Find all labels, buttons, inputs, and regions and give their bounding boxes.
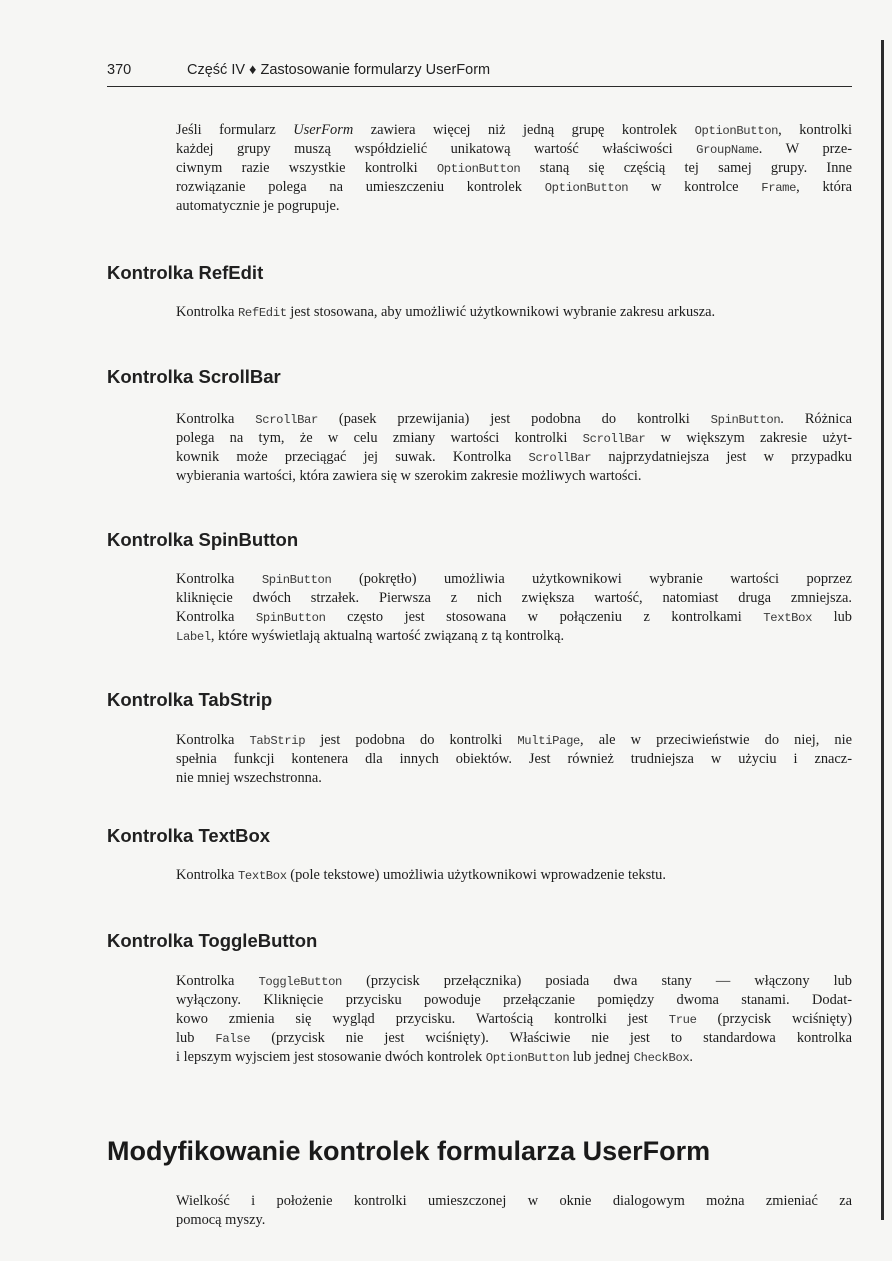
text-line: wyłączony. Kliknięcie przycisku powoduje przełączanie pomiędzy dwoma stanami. Dodat- xyxy=(176,992,852,1008)
code-term: TextBox xyxy=(763,611,813,625)
section-heading-scrollbar: Kontrolka ScrollBar xyxy=(107,366,281,387)
text-line: spełnia funkcji kontenera dla innych obiektów. Jest również trudniejsza w użyciu i znacz- xyxy=(176,751,852,767)
page-number: 370 xyxy=(107,62,132,78)
text-line: i lepszym wyjsciem jest stosowanie dwóch kontrolek OptionButton lub jednej CheckBox. xyxy=(176,1049,693,1065)
code-term: ScrollBar xyxy=(582,432,646,446)
code-term: Frame xyxy=(761,181,797,195)
section-body-scrollbar xyxy=(176,410,852,486)
text-line: ciwnym razie wszystkie kontrolki OptionButton staną się częścią tej samej grupy. Inne xyxy=(176,160,852,176)
text-line: kowo zmienia się wygląd przycisku. Wartością kontrolki jest True (przycisk wciśnięty) xyxy=(176,1011,852,1027)
code-term: OptionButton xyxy=(436,162,521,176)
text-line: Kontrolka SpinButton (pokrętło) umożliwia użytkownikowi wybranie wartości poprzez xyxy=(176,571,852,587)
text-line: kownik może przeciągać jej suwak. Kontrolka ScrollBar najprzydatniejsza jest w przypadku xyxy=(176,449,852,465)
section-heading-spinbutton: Kontrolka SpinButton xyxy=(107,529,299,550)
code-term: TabStrip xyxy=(249,734,306,748)
text-line: Kontrolka TextBox (pole tekstowe) umożliwia użytkownikowi wprowadzenie tekstu. xyxy=(176,867,666,883)
text-line: pomocą myszy. xyxy=(176,1212,266,1228)
text-line: Kontrolka RefEdit jest stosowana, aby umożliwić użytkownikowi wybranie zakresu arkusza. xyxy=(176,304,716,320)
text-line: Kontrolka ScrollBar (pasek przewijania) jest podobna do kontrolki SpinButton. Różnica xyxy=(176,411,852,427)
section-heading-refedit: Kontrolka RefEdit xyxy=(107,262,264,283)
section-body-refedit xyxy=(176,303,852,322)
code-term: SpinButton xyxy=(261,573,332,587)
code-term: GroupName xyxy=(696,143,759,157)
code-term: CheckBox xyxy=(633,1051,690,1065)
text-line: kliknięcie dwóch strzałek. Pierwsza z nich zwiększa wartość, natomiast druga zmniejsza. xyxy=(176,590,852,606)
code-term: ScrollBar xyxy=(528,451,592,465)
intro-paragraph xyxy=(176,121,852,216)
section-body-spinbutton xyxy=(176,570,852,646)
text-line: Jeśli formularz UserForm zawiera więcej niż jedną grupę kontrolek OptionButton, kontrolki xyxy=(176,122,852,138)
page-edge-line xyxy=(881,40,884,1220)
text-line: Kontrolka SpinButton często jest stosowana w połączeniu z kontrolkami TextBox lub xyxy=(176,609,852,625)
text-line: Wielkość i położenie kontrolki umieszczonej w oknie dialogowym można zmieniać za xyxy=(176,1193,852,1209)
code-term: RefEdit xyxy=(237,306,287,320)
section-body-togglebutton xyxy=(176,972,852,1067)
code-term: OptionButton xyxy=(544,181,629,195)
italic-term: UserForm xyxy=(293,122,354,138)
text-line: Kontrolka ToggleButton (przycisk przełącznika) posiada dwa stany — włączony lub xyxy=(176,973,853,989)
section-heading-textbox: Kontrolka TextBox xyxy=(107,825,271,846)
section-body-tabstrip xyxy=(176,731,852,788)
text-line: lub False (przycisk nie jest wciśnięty). Właściwie nie jest to standardowa kontrolka xyxy=(176,1030,852,1046)
code-term: ToggleButton xyxy=(258,975,343,989)
code-term: SpinButton xyxy=(255,611,326,625)
text-line: automatycznie je pogrupuje. xyxy=(176,198,340,214)
code-term: MultiPage xyxy=(517,734,581,748)
section-heading-togglebutton: Kontrolka ToggleButton xyxy=(107,930,318,951)
code-term: OptionButton xyxy=(485,1051,570,1065)
major-section-heading: Modyfikowanie kontrolek formularza UserForm xyxy=(107,1136,711,1166)
header-rule xyxy=(107,86,852,87)
text-line: Kontrolka TabStrip jest podobna do kontrolki MultiPage, ale w przeciwieństwie do niej, nie xyxy=(176,732,853,748)
section-heading-tabstrip: Kontrolka TabStrip xyxy=(107,689,273,710)
text-line: każdej grupy muszą współdzielić unikatową wartość właściwości GroupName. W prze- xyxy=(176,141,852,157)
code-term: True xyxy=(668,1013,697,1027)
major-section-body xyxy=(176,1192,852,1230)
code-term: ScrollBar xyxy=(255,413,318,427)
text-line: rozwiązanie polega na umieszczeniu kontrolek OptionButton w kontrolce Frame, która xyxy=(176,179,853,195)
code-term: TextBox xyxy=(237,869,287,883)
section-body-textbox xyxy=(176,866,852,885)
text-line: nie mniej wszechstronna. xyxy=(176,770,322,786)
code-term: Label xyxy=(176,630,211,644)
running-header xyxy=(107,62,852,82)
code-term: SpinButton xyxy=(710,413,781,427)
text-line: polega na tym, że w celu zmiany wartości kontrolki ScrollBar w większym zakresie użyt- xyxy=(176,430,852,446)
text-line: wybierania wartości, która zawiera się w szerokim zakresie możliwych wartości. xyxy=(176,468,642,484)
running-title: Część IV ♦ Zastosowanie formularzy UserForm xyxy=(187,62,491,78)
code-term: False xyxy=(215,1032,251,1046)
text-line: Label, które wyświetlają aktualną wartość związaną z tą kontrolką. xyxy=(176,628,565,644)
code-term: OptionButton xyxy=(694,124,779,138)
